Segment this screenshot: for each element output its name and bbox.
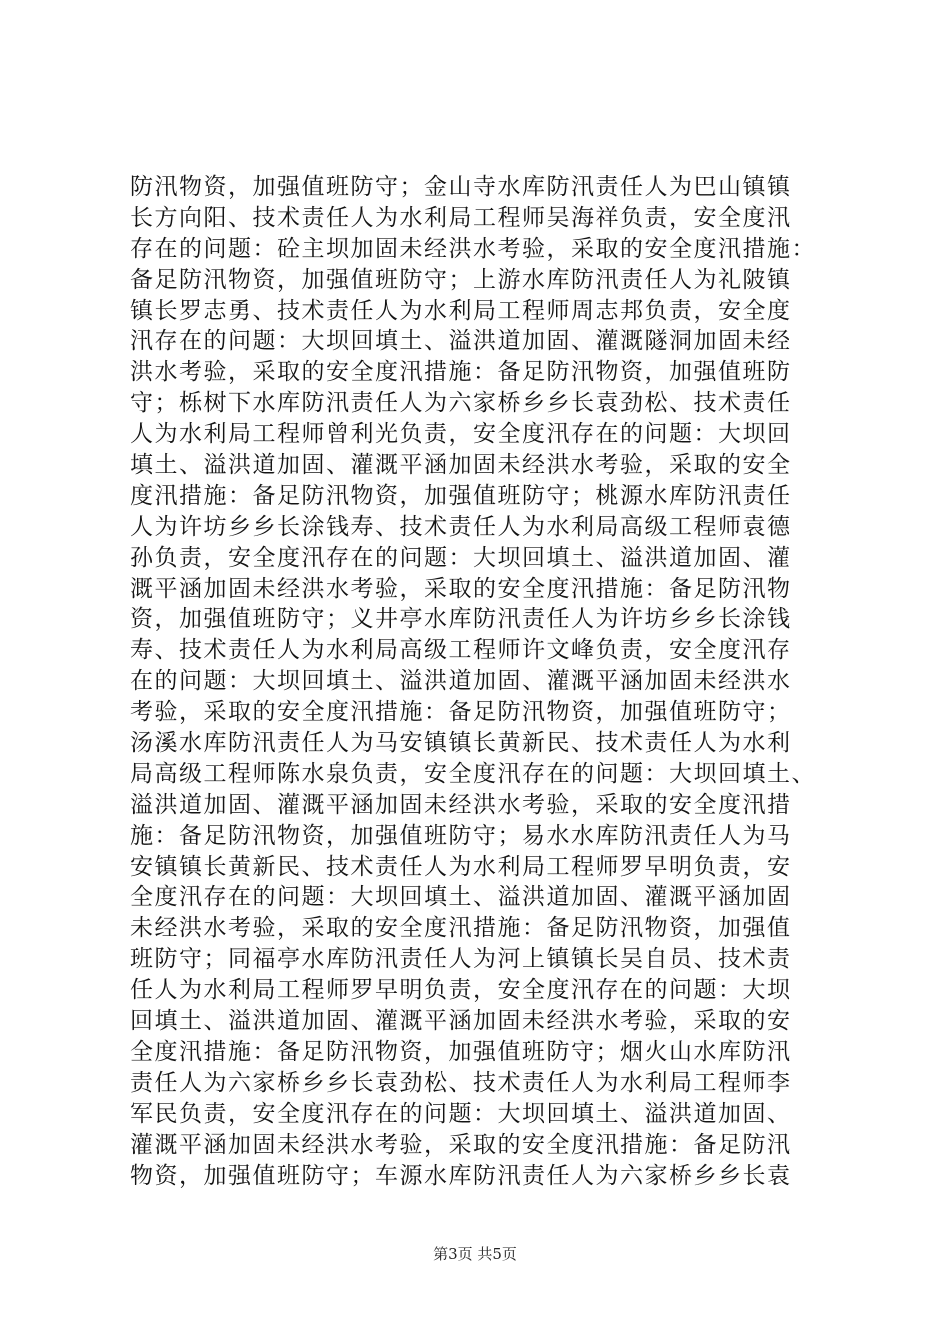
text-line: 安镇镇长黄新民、技术责任人为水利局工程师罗早明负责，安	[130, 853, 792, 880]
text-line: 存在的问题：砼主坝加固未经洪水考验，采取的安全度汛措施：	[130, 235, 816, 262]
text-line: 考验，采取的安全度汛措施：备足防汛物资，加强值班防守；	[130, 699, 792, 726]
text-line: 溉平涵加固未经洪水考验，采取的安全度汛措施：备足防汛物	[130, 575, 792, 602]
text-line: 溢洪道加固、灌溉平涵加固未经洪水考验，采取的安全度汛措	[130, 791, 792, 818]
text-line: 人为许坊乡乡长涂钱寿、技术责任人为水利局高级工程师袁德	[130, 513, 792, 540]
text-line: 班防守；同福亭水库防汛责任人为河上镇镇长吴自员、技术责	[130, 946, 792, 973]
text-line: 镇长罗志勇、技术责任人为水利局工程师周志邦负责，安全度	[130, 297, 792, 324]
text-line: 施：备足防汛物资，加强值班防守；易水水库防汛责任人为马	[130, 822, 792, 849]
text-line: 寿、技术责任人为水利局高级工程师许文峰负责，安全度汛存	[130, 637, 792, 664]
text-line: 填土、溢洪道加固、灌溉平涵加固未经洪水考验，采取的安全	[130, 452, 792, 479]
text-line: 回填土、溢洪道加固、灌溉平涵加固未经洪水考验，采取的安	[130, 1008, 792, 1035]
text-line: 任人为水利局工程师罗早明负责，安全度汛存在的问题：大坝	[130, 977, 792, 1004]
text-line: 备足防汛物资，加强值班防守；上游水库防汛责任人为礼陂镇	[130, 266, 792, 293]
text-line: 全度汛措施：备足防汛物资，加强值班防守；烟火山水库防汛	[130, 1038, 792, 1065]
text-line: 防汛物资，加强值班防守；金山寺水库防汛责任人为巴山镇镇	[130, 174, 792, 200]
text-line: 汤溪水库防汛责任人为马安镇镇长黄新民、技术责任人为水利	[130, 730, 792, 757]
text-line: 局高级工程师陈水泉负责，安全度汛存在的问题：大坝回填土、	[130, 760, 816, 787]
text-line: 度汛措施：备足防汛物资，加强值班防守；桃源水库防汛责任	[130, 482, 792, 509]
page-footer: 第3页 共5页	[433, 1245, 517, 1263]
text-line: 洪水考验，采取的安全度汛措施：备足防汛物资，加强值班防	[130, 359, 792, 386]
text-line: 资，加强值班防守；义井亭水库防汛责任人为许坊乡乡长涂钱	[130, 606, 792, 633]
text-line: 物资，加强值班防守；车源水库防汛责任人为六家桥乡乡长袁	[130, 1162, 792, 1189]
text-line: 责任人为六家桥乡乡长袁劲松、技术责任人为水利局工程师李	[130, 1069, 792, 1096]
text-line: 在的问题：大坝回填土、溢洪道加固、灌溉平涵加固未经洪水	[130, 668, 792, 695]
text-line: 军民负责，安全度汛存在的问题：大坝回填土、溢洪道加固、	[130, 1100, 792, 1127]
body-text	[130, 172, 850, 1191]
text-line: 未经洪水考验，采取的安全度汛措施：备足防汛物资，加强值	[130, 915, 792, 942]
text-line: 人为水利局工程师曾利光负责，安全度汛存在的问题：大坝回	[130, 421, 792, 448]
text-line: 孙负责，安全度汛存在的问题：大坝回填土、溢洪道加固、灌	[130, 544, 792, 571]
text-line: 汛存在的问题：大坝回填土、溢洪道加固、灌溉隧洞加固未经	[130, 328, 792, 355]
text-line: 守；栎树下水库防汛责任人为六家桥乡乡长袁劲松、技术责任	[130, 390, 792, 417]
text-line: 全度汛存在的问题：大坝回填土、溢洪道加固、灌溉平涵加固	[130, 884, 792, 911]
text-line: 灌溉平涵加固未经洪水考验，采取的安全度汛措施：备足防汛	[130, 1131, 792, 1158]
text-line: 长方向阳、技术责任人为水利局工程师吴海祥负责，安全度汛	[130, 204, 792, 231]
